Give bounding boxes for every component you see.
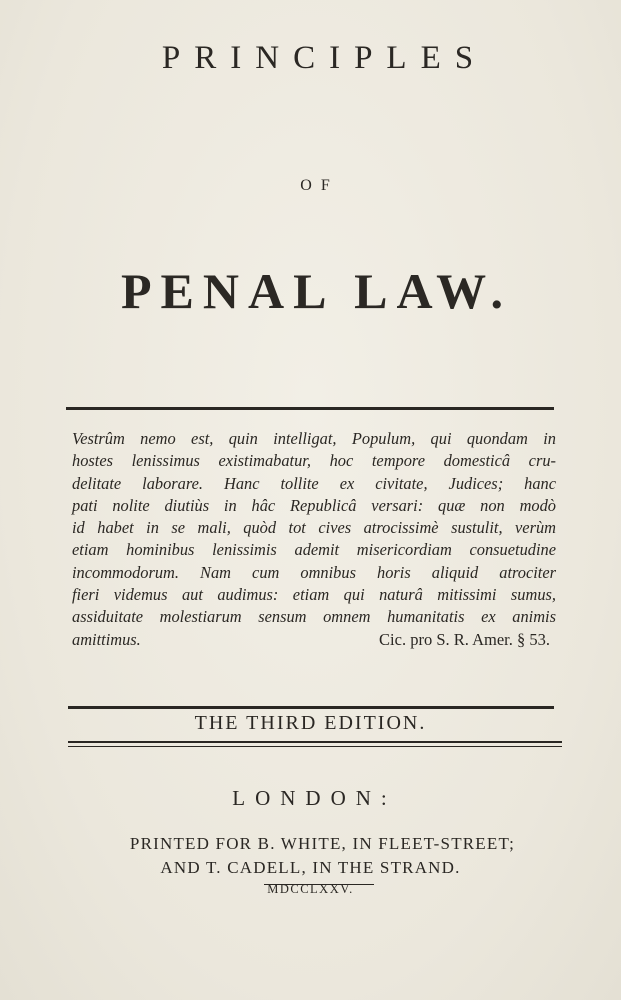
edition-bottom-rule-thin: [68, 746, 562, 747]
edition-statement: THE THIRD EDITION.: [194, 712, 427, 734]
title-principles: PRINCIPLES: [161, 40, 488, 76]
title-penal-law: PENAL LAW.: [120, 263, 513, 319]
epigraph-line: pati nolite diutiùs in hâc Republicâ versari: quæ non modò: [72, 495, 556, 515]
epigraph-citation: Cic. pro S. R. Amer. § 53.: [379, 629, 550, 649]
epigraph-line: assiduitate molestiarum sensum omnem humanitatis ex animis: [72, 607, 556, 627]
edition-bottom-rule-thick: [68, 741, 562, 743]
top-rule: [66, 407, 554, 410]
epigraph-line: Vestrûm nemo est, quin intelligat, Populum, qui quondam in: [72, 429, 556, 448]
imprint-city: LONDON:: [232, 786, 397, 810]
imprint-date: MDCCLXXV.: [267, 882, 354, 896]
epigraph-line: delitate laborare. Hanc tollite ex civitate, Judices; hanc: [72, 473, 556, 493]
epigraph-line: etiam hominibus lenissimis ademit misericordiam consuetudine: [72, 540, 556, 560]
imprint-printer-line: PRINTED FOR B. WHITE, IN FLEET-STREET;: [129, 834, 516, 853]
latin-epigraph: [72, 428, 556, 651]
epigraph-last-word: amittimus.: [72, 629, 141, 649]
imprint-bookseller-line: AND T. CADELL, IN THE STRAND.: [160, 858, 461, 877]
epigraph-line: fieri videmus aut audimus: etiam qui naturâ mitissimi sumus,: [72, 585, 556, 605]
epigraph-line: id habet in se mali, quòd tot cives atrocissimè sustulit, verùm: [72, 518, 556, 538]
edition-top-rule: [68, 706, 554, 709]
title-of: OF: [300, 177, 339, 194]
epigraph-line: incommodorum. Nam cum omnibus horis aliquid atrociter: [72, 562, 556, 582]
epigraph-final-line: [72, 629, 556, 651]
epigraph-line: hostes lenissimus existimabatur, hoc tempore domesticâ cru-: [72, 451, 556, 471]
